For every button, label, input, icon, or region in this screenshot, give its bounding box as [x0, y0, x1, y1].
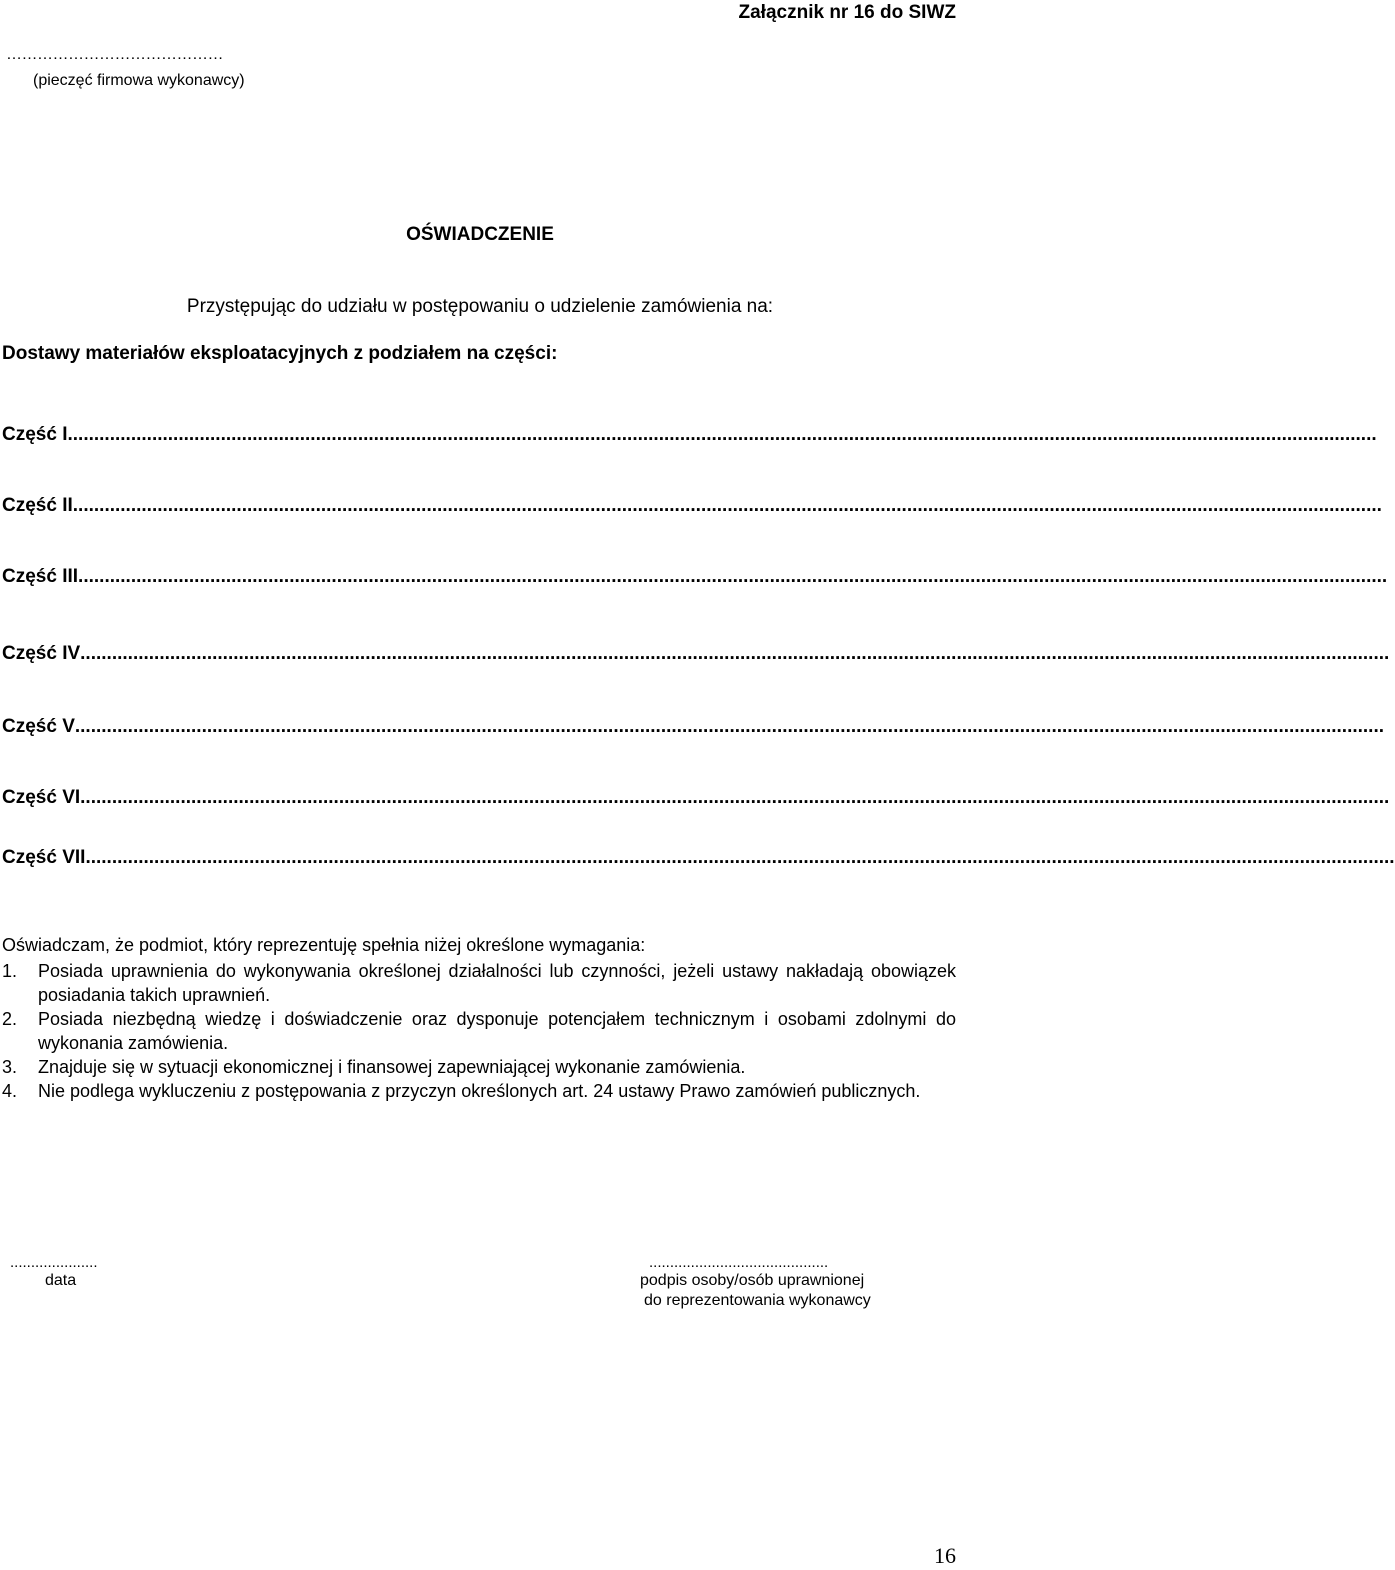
requirement-number: 2.	[2, 1009, 18, 1029]
procurement-subject: Dostawy materiałów eksploatacyjnych z podziałem na części:	[2, 343, 558, 364]
requirement-text: Nie podlega wykluczeniu z postępowania z przyczyn określonych art. 24 ustawy Prawo zamówień publicznych.	[38, 1081, 921, 1101]
attachment-label: Załącznik nr 16 do SIWZ	[738, 2, 956, 23]
part-label: Część VI	[2, 787, 81, 808]
part-label: Część III	[2, 566, 79, 587]
part-line	[2, 643, 1390, 667]
date-field[interactable]: .....................	[10, 1254, 98, 1271]
part-fill-field[interactable]: ........................................................................................................................................................................................................................................................	[80, 787, 1390, 808]
part-line	[2, 716, 1385, 740]
part-fill-field[interactable]: ........................................................................................................................................................................................................................................................	[74, 716, 1385, 737]
requirement-item	[2, 1007, 956, 1055]
part-line	[2, 566, 1388, 590]
part-label: Część IV	[2, 643, 81, 664]
part-line	[2, 787, 1390, 811]
part-line	[2, 847, 1395, 871]
requirement-text: Posiada uprawnienia do wykonywania określonej działalności lub czynności, jeżeli ustawy nakładają obowiązek posiadania takich uprawnień.	[38, 961, 956, 1005]
part-label: Część VII	[2, 847, 86, 868]
requirement-item	[2, 1079, 956, 1103]
requirement-number: 3.	[2, 1057, 18, 1077]
part-label: Część II	[2, 495, 73, 516]
part-fill-field[interactable]: ........................................................................................................................................................................................................................................................	[78, 566, 1388, 587]
requirement-number: 4.	[2, 1081, 18, 1101]
stamp-caption: (pieczęć firmowa wykonawcy)	[33, 72, 245, 89]
part-fill-field[interactable]: ........................................................................................................................................................................................................................................................	[85, 847, 1395, 868]
part-line	[2, 495, 1382, 519]
requirement-item	[2, 1055, 956, 1079]
signature-field[interactable]: ...........................................	[649, 1254, 829, 1271]
declaration-text: Oświadczam, że podmiot, który reprezentuję spełnia niżej określone wymagania:	[2, 935, 646, 955]
part-fill-field[interactable]: ........................................................................................................................................................................................................................................................	[80, 643, 1390, 664]
signature-caption-line-1: podpis osoby/osób uprawnionej	[640, 1272, 865, 1289]
intro-text: Przystępując do udziału w postępowaniu o udzielenie zamówienia na:	[186, 296, 774, 317]
part-fill-field[interactable]: ........................................................................................................................................................................................................................................................	[72, 495, 1382, 516]
part-line	[2, 424, 1377, 448]
requirement-item	[2, 959, 956, 1007]
requirement-number: 1.	[2, 961, 18, 981]
document-title: OŚWIADCZENIE	[406, 224, 554, 245]
part-fill-field[interactable]: ........................................................................................................................................................................................................................................................	[67, 424, 1377, 445]
stamp-placeholder: ……………………………………	[6, 46, 223, 63]
page-number: 16	[934, 1543, 956, 1568]
part-label: Część I	[2, 424, 68, 445]
requirement-text: Posiada niezbędną wiedzę i doświadczenie oraz dysponuje potencjałem technicznym i osobami zdolnymi do wykonania zamówienia.	[38, 1009, 956, 1053]
part-label: Część V	[2, 716, 75, 737]
date-caption: data	[45, 1272, 77, 1289]
signature-caption-line-2: do reprezentowania wykonawcy	[644, 1292, 871, 1309]
requirement-text: Znajduje się w sytuacji ekonomicznej i finansowej zapewniającej wykonanie zamówienia.	[38, 1057, 746, 1077]
